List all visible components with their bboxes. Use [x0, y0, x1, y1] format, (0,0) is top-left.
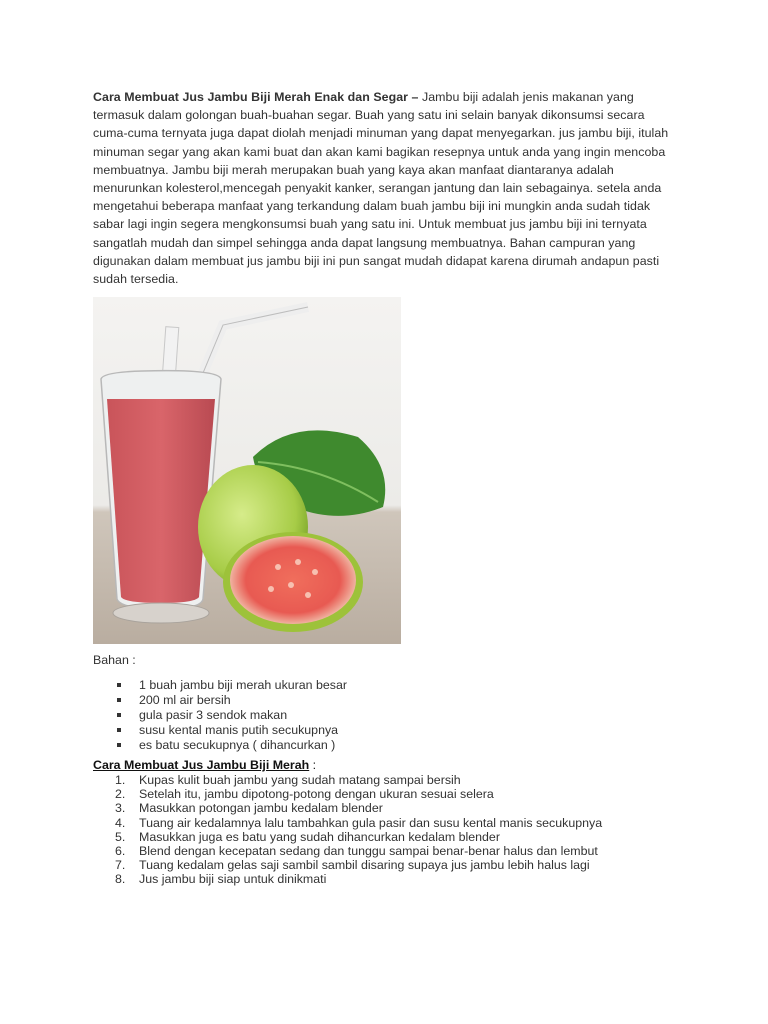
list-item: 1. Kupas kulit buah jambu yang sudah matang sampai bersih	[115, 773, 461, 787]
list-item: 1 buah jambu biji merah ukuran besar	[93, 678, 347, 693]
steps-heading: Cara Membuat Jus Jambu Biji Merah :	[93, 758, 317, 772]
intro-title: Cara Membuat Jus Jambu Biji Merah Enak dan Segar –	[93, 90, 419, 104]
ingredients-heading: Bahan :	[93, 653, 136, 667]
list-item: susu kental manis putih secukupnya	[93, 723, 347, 738]
list-item: 2. Setelah itu, jambu dipotong-potong dengan ukuran sesuai selera	[115, 787, 494, 802]
guava-juice-photo	[93, 297, 401, 644]
list-item: es batu secukupnya ( dihancurkan )	[93, 738, 347, 753]
document-page	[93, 88, 673, 887]
ingredients-list	[93, 678, 347, 753]
intro-paragraph	[93, 88, 673, 288]
list-item: 7. Tuang kedalam gelas saji sambil sambil disaring supaya jus jambu lebih halus lagi	[115, 858, 590, 873]
list-item: 3. Masukkan potongan jambu kedalam blender	[115, 801, 383, 816]
bullet-icon	[117, 728, 121, 732]
steps-heading-link[interactable]: Cara Membuat Jus Jambu Biji Merah	[93, 758, 310, 772]
intro-body: Jambu biji adalah jenis makanan yang termasuk dalam golongan buah-buahan segar. Buah yang satu ini selain banyak dikonsumsi secara cuma-cuma ternyata juga dapat diolah menjadi minuman yang dapat menyegarkan. jus jambu biji, itulah minuman segar yang akan kami buat dan akan kami bagikan resepnya untuk anda yang ingin mencoba membuatnya. Jambu biji merah merupakan buah yang kaya akan manfaat diantaranya adalah menurunkan kolesterol,mencegah penyakit kanker, serangan jantung dan lain sebagainya. setela anda mengetahui beberapa manfaat yang terkandung dalam buah jambu biji ini mungkin anda sudah tidak sabar lagi ingin segera mengkonsumsi buah yang satu ini. Untuk membuat jus jambu biji ini ternyata sangatlah mudah dan simpel sehingga anda dapat langsung membuatnya. Bahan campuran yang digunakan dalam membuat jus jambu biji ini pun sangat mudah didapat karena dirumah andapun pasti sudah tersedia.	[93, 90, 669, 287]
bullet-icon	[117, 713, 121, 717]
bullet-icon	[117, 698, 121, 702]
bullet-icon	[117, 683, 121, 687]
steps-list	[93, 773, 602, 887]
list-item: gula pasir 3 sendok makan	[93, 708, 347, 723]
list-item: 5. Masukkan juga es batu yang sudah dihancurkan kedalam blender	[115, 829, 500, 844]
list-item: 8. Jus jambu biji siap untuk dinikmati	[115, 872, 327, 887]
bullet-icon	[117, 743, 121, 747]
list-item: 6. Blend dengan kecepatan sedang dan tunggu sampai benar-benar halus dan lembut	[115, 844, 598, 859]
list-item: 200 ml air bersih	[93, 693, 347, 708]
list-item: 4. Tuang air kedalamnya lalu tambahkan gula pasir dan susu kental manis secukupnya	[115, 815, 603, 830]
